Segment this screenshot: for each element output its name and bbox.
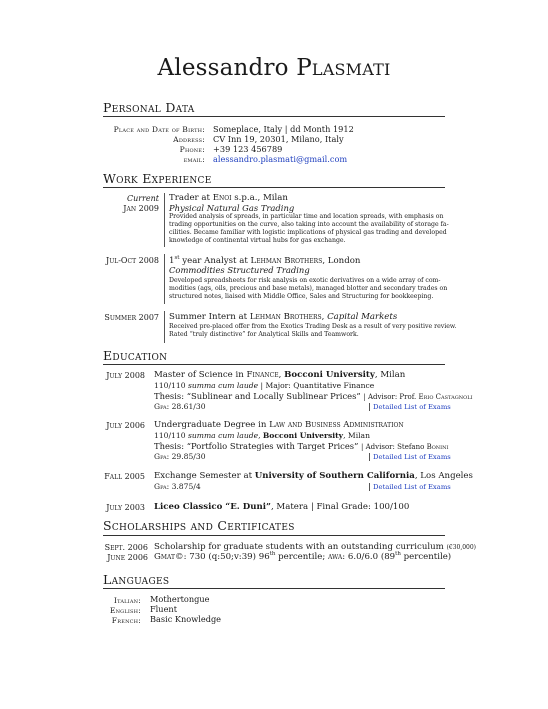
last-name: Plasmati	[296, 55, 391, 81]
awa-value: : 6.0/6.0 (89	[342, 551, 396, 562]
edu-grade-value: 110/110	[154, 431, 188, 440]
label-email: email:	[183, 155, 205, 164]
scholarship-date: June 2006	[107, 553, 148, 562]
edu-thesis-title: Thesis: “Sublinear and Locally Sublinear Prices”	[154, 391, 361, 401]
section-rule	[103, 116, 445, 117]
edu-degree	[154, 420, 404, 430]
edu-date: July 2006	[106, 421, 145, 430]
job-title-text: Summer Intern at	[169, 312, 250, 322]
edu-honors: summa cum laude	[187, 431, 259, 440]
edu-gpa	[154, 482, 201, 491]
language-level: Mothertongue	[150, 594, 210, 604]
edu-degree	[154, 471, 473, 481]
language-label: Italian:	[113, 596, 141, 605]
edu-degree	[154, 370, 405, 380]
job-location: , London	[322, 255, 361, 266]
job-divider	[164, 193, 165, 247]
edu-location: , Milan	[374, 370, 406, 380]
desc-line: Developed spreadsheets for risk analysis on exotic derivatives on a wide array of com-	[169, 277, 441, 284]
exam-list-link-text[interactable]: Detailed List of Exams	[373, 453, 451, 461]
edu-date: July 2008	[106, 371, 145, 380]
edu-gpa-label: Gpa	[154, 452, 167, 461]
scholarship-amount: (€30,000)	[446, 544, 477, 551]
value-address: CV Inn 19, 20301, Milano, Italy	[213, 134, 344, 144]
edu-date: July 2003	[106, 503, 145, 512]
edu-field: Finance	[246, 370, 279, 380]
edu-degree-text: Master of Science in	[154, 370, 247, 380]
job-ordinal-sup: st	[174, 255, 180, 261]
edu-thesis	[154, 391, 473, 401]
exam-list-link-text[interactable]: Detailed List of Exams	[373, 483, 451, 491]
desc-line: Received pre-placed offer from the Exotics Trading Desk as a result of very positive review.	[169, 323, 457, 330]
language-label: French:	[111, 616, 141, 625]
edu-gpa-value: : 28.61/30	[166, 402, 206, 411]
desc-line: Rated “truly distinctive” for Analytical Skills and Teamwork.	[169, 331, 359, 339]
job-description	[169, 277, 448, 301]
desc-line: structured notes, liaised with Middle Office, Sales and Structuring for bookkeeping.	[169, 293, 434, 301]
job-subtitle: Physical Natural Gas Trading	[169, 203, 295, 213]
edu-advisor: | Advisor: Prof. Erio Castagnoli	[363, 393, 473, 401]
edu-thesis	[154, 441, 449, 451]
section-rule	[103, 187, 445, 188]
gmat-percentile: percentile;	[275, 551, 328, 562]
language-level: Fluent	[150, 604, 177, 614]
exam-list-link[interactable]	[369, 403, 451, 411]
job-location: ,	[321, 312, 328, 322]
section-rule	[103, 535, 445, 536]
edu-gpa	[154, 402, 206, 411]
edu-advisor: | Advisor: Stefano Bonini	[361, 443, 449, 451]
value-birth: Someplace, Italy | dd Month 1912	[213, 124, 354, 134]
scholarship-description: Scholarship for graduate students with an outstanding curriculum	[154, 542, 444, 552]
section-title-education: Education	[103, 348, 168, 363]
email-link[interactable]: alessandro.plasmati@gmail.com	[213, 154, 348, 164]
gmat-score	[154, 551, 451, 562]
job-date-start: Jan 2009	[123, 204, 159, 213]
job-date: Jul-Oct 2008	[105, 256, 159, 265]
job-company: Lehman Brothers	[250, 255, 323, 266]
gmat-sup: th	[269, 551, 276, 557]
edu-separator: ,	[278, 370, 285, 380]
link-bar	[369, 453, 370, 461]
gmat-label: Gmat	[154, 551, 176, 562]
job-divider	[164, 311, 165, 343]
edu-grade-value: 110/110	[154, 381, 188, 390]
desc-line: cilities. Became familiar with logistic implications of physical gas trading and developed	[169, 229, 447, 237]
job-ordinal: 1	[169, 255, 175, 266]
job-subtitle: Capital Markets	[327, 312, 398, 322]
job-company: Enoi	[212, 193, 232, 203]
link-bar	[369, 483, 370, 491]
link-bar	[369, 403, 370, 411]
awa-sup: th	[395, 551, 401, 557]
edu-location: , Milan	[343, 431, 370, 440]
edu-location: , Los Angeles	[414, 471, 473, 481]
value-phone: +39 123 456789	[213, 144, 283, 154]
section-rule	[103, 364, 445, 365]
job-date-current: Current	[126, 194, 159, 203]
edu-gpa-value: : 3.875/4	[166, 482, 201, 491]
edu-school: Liceo Classico “E. Duni”	[154, 502, 271, 512]
job-subtitle: Commodities Structured Trading	[169, 265, 310, 275]
language-level: Basic Knowledge	[150, 614, 222, 624]
job-description	[169, 213, 449, 245]
edu-degree	[154, 502, 409, 512]
edu-major: | Major: Quantitative Finance	[258, 381, 375, 390]
edu-school: Bocconi University	[284, 370, 375, 380]
edu-gpa-value: : 29.85/30	[166, 452, 206, 461]
edu-gpa-label: Gpa	[154, 482, 167, 491]
awa-percentile: percentile)	[400, 551, 452, 562]
job-location: s.p.a., Milan	[231, 193, 288, 203]
gmat-value: ©: 730 (q:50;v:39) 96	[175, 551, 270, 562]
job-company: Lehman Brothers	[249, 312, 322, 322]
edu-thesis-title: Thesis: “Portfolio Strategies with Target Prices”	[154, 441, 359, 451]
section-title-work: Work Experience	[103, 171, 212, 186]
edu-school: University of Southern California	[254, 471, 415, 481]
desc-line: Provided analysis of spreads, in particular time and location spreads, with emphasis on	[169, 213, 444, 220]
job-title	[169, 312, 397, 322]
edu-degree-text: Undergraduate Degree in	[154, 420, 270, 430]
first-name: Alessandro	[157, 55, 289, 81]
edu-separator: ,	[258, 431, 263, 440]
edu-location: , Matera | Final Grade: 100/100	[270, 502, 410, 512]
section-title-scholarships: Scholarships and Certificates	[103, 518, 295, 533]
edu-gpa	[154, 452, 206, 461]
section-title-personal: Personal Data	[103, 100, 195, 115]
job-title-text: Trader at	[169, 193, 213, 203]
desc-line: trading opportunities on the curve, also taking into account the availability of storage fa-	[169, 221, 449, 229]
desc-line: modities (ags, oils, precious and base metals), managed blotter and secondary trades on	[169, 285, 448, 293]
job-description	[169, 323, 457, 339]
edu-grade	[154, 381, 374, 390]
job-date: Summer 2007	[104, 313, 159, 322]
edu-gpa-label: Gpa	[154, 402, 167, 411]
label-birth: Place and Date of Birth:	[113, 125, 205, 134]
edu-grade	[154, 431, 370, 440]
edu-advisor-label: Advisor: Prof.	[367, 393, 419, 401]
page-title	[0, 55, 548, 81]
job-title	[169, 193, 288, 203]
edu-advisor-name: Erio Castagnoli	[418, 393, 473, 401]
exam-list-link[interactable]	[369, 453, 451, 461]
section-rule	[103, 588, 445, 589]
edu-date: Fall 2005	[104, 472, 145, 481]
edu-school: Bocconi University	[262, 431, 344, 440]
exam-list-link[interactable]	[369, 483, 451, 491]
exam-list-link-text[interactable]: Detailed List of Exams	[373, 403, 451, 411]
awa-label: awa	[327, 551, 343, 562]
language-label: English:	[109, 606, 141, 615]
desc-line: knowledge of continental virtual hubs for gas exchange.	[169, 237, 346, 245]
job-divider	[164, 254, 165, 304]
label-phone: Phone:	[179, 145, 205, 154]
job-title-text: year Analyst at	[179, 255, 251, 266]
edu-advisor-label: Advisor: Stefano	[365, 443, 427, 451]
edu-honors: summa cum laude	[187, 381, 259, 390]
edu-degree-text: Exchange Semester at	[154, 471, 255, 481]
section-title-languages: Languages	[103, 572, 170, 587]
label-address: Address:	[173, 135, 205, 144]
scholarship-date: Sept. 2006	[104, 543, 148, 552]
edu-advisor-name: Bonini	[426, 443, 449, 451]
edu-field: Law and Business Administration	[269, 420, 404, 430]
